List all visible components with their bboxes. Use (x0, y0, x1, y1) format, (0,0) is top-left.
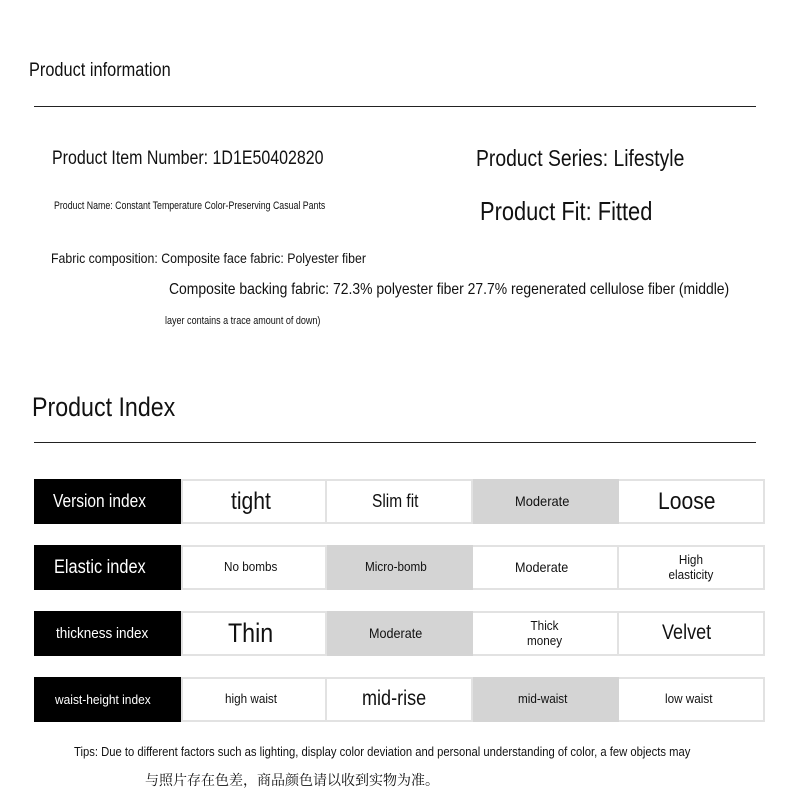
product-name: Product Name: Constant Temperature Color-Preserving Casual Pants (54, 200, 326, 212)
index-cell: High elasticity (619, 545, 765, 590)
index-cell: high waist (181, 677, 327, 722)
product-index-heading: Product Index (32, 392, 176, 422)
index-cell: Thick money (473, 611, 619, 656)
product-fit: Product Fit: Fitted (480, 196, 653, 226)
index-cell: tight (181, 479, 327, 524)
index-cell: Slim fit (327, 479, 473, 524)
index-row-thickness (34, 611, 766, 656)
index-row-label: Version index (34, 479, 181, 524)
index-row-version (34, 479, 766, 524)
index-cell: Velvet (619, 611, 765, 656)
product-series: Product Series: Lifestyle (476, 145, 685, 171)
fabric-composition-line1: Fabric composition: Composite face fabric: Polyester fiber (51, 250, 366, 266)
index-row-label: thickness index (34, 611, 181, 656)
index-cell-active: Moderate (327, 611, 473, 656)
index-cell: Thin (181, 611, 327, 656)
index-cell-active: Micro-bomb (327, 545, 473, 590)
index-row-waist-height (34, 677, 766, 722)
tips-line-2: 与照片存在色差，商品颜色请以收到实物为准。 (145, 772, 439, 788)
index-cell: Moderate (473, 545, 619, 590)
index-cell-active: mid-waist (473, 677, 619, 722)
product-information-heading: Product information (29, 60, 171, 81)
index-cell: No bombs (181, 545, 327, 590)
section-divider (34, 106, 756, 107)
index-cell-active: Moderate (473, 479, 619, 524)
index-cell: low waist (619, 677, 765, 722)
fabric-composition-line3: layer contains a trace amount of down) (165, 315, 321, 327)
product-item-number: Product Item Number: 1D1E50402820 (52, 148, 324, 169)
fabric-composition-line2: Composite backing fabric: 72.3% polyester fiber 27.7% regenerated cellulose fiber (middle) (169, 281, 730, 298)
section-divider (34, 442, 756, 443)
index-cell: Loose (619, 479, 765, 524)
index-cell: mid-rise (327, 677, 473, 722)
index-row-label: waist-height index (34, 677, 181, 722)
tips-line-1: Tips: Due to different factors such as lighting, display color deviation and personal understanding of color, a few objects may (74, 744, 691, 759)
index-row-label: Elastic index (34, 545, 181, 590)
index-row-elastic (34, 545, 766, 590)
